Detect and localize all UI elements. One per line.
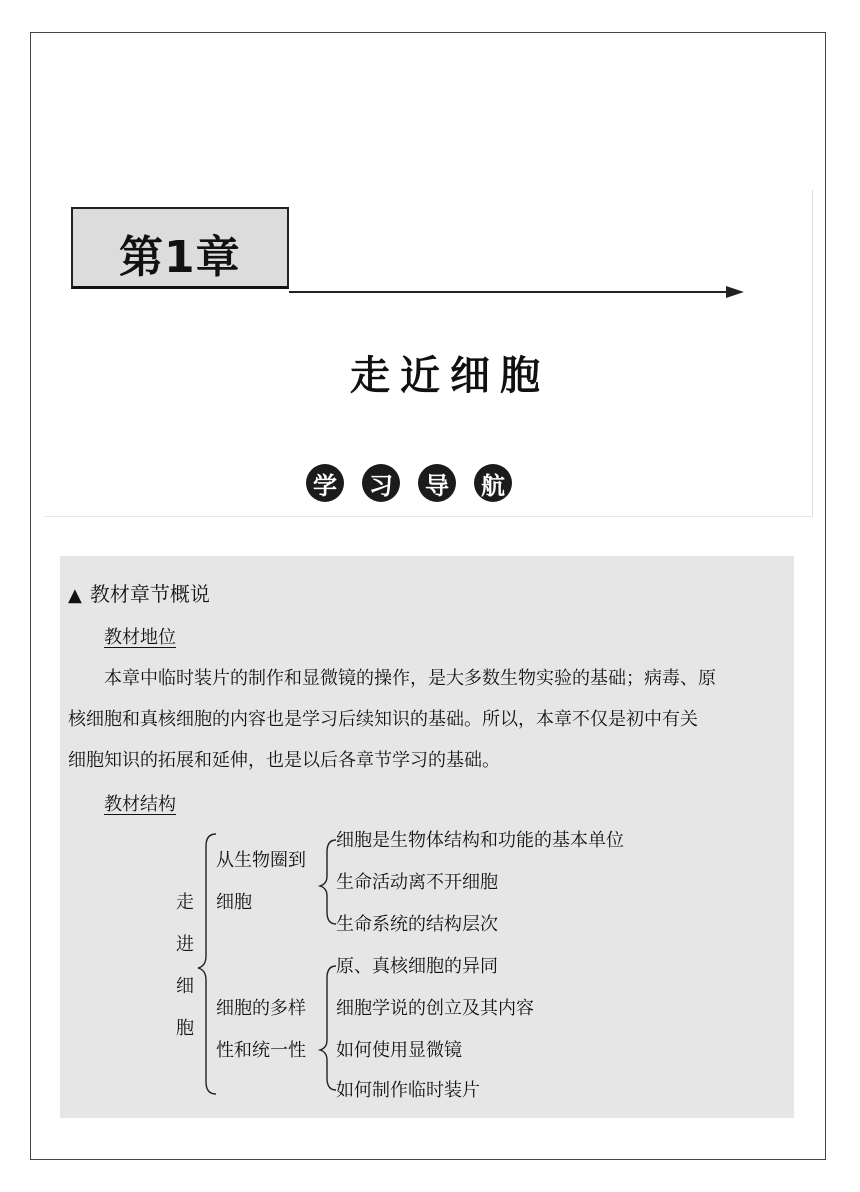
study-guide-badge: 习 bbox=[362, 464, 400, 502]
chapter-number: 第1章 bbox=[119, 232, 241, 283]
branch1-brace-icon bbox=[320, 840, 336, 924]
tree-leaf-item: 生命活动离不开细胞 bbox=[336, 872, 498, 893]
branch-label: 细胞 bbox=[216, 892, 252, 913]
study-guide-badge: 学 bbox=[306, 464, 344, 502]
paragraph-line: 本章中临时装片的制作和显微镜的操作，是大多数生物实验的基础；病毒、原 bbox=[104, 668, 716, 689]
tree-leaf-item: 原、真核细胞的异同 bbox=[336, 956, 498, 977]
tree-root-char: 胞 bbox=[176, 1018, 194, 1039]
tree-root-char: 走 bbox=[176, 892, 194, 913]
tree-root-char: 进 bbox=[176, 934, 194, 955]
tree-leaf-item: 如何制作临时装片 bbox=[336, 1080, 480, 1101]
chapter-title: 走近细胞 bbox=[350, 353, 550, 399]
branch-label: 从生物圈到 bbox=[216, 850, 306, 871]
paragraph-line: 核细胞和真核细胞的内容也是学习后续知识的基础。所以，本章不仅是初中有关 bbox=[68, 709, 698, 730]
structure-heading: 教材结构 bbox=[104, 794, 176, 815]
study-guide-badge: 航 bbox=[474, 464, 512, 502]
tree-leaf-item: 生命系统的结构层次 bbox=[336, 914, 498, 935]
study-guide-badge: 导 bbox=[418, 464, 456, 502]
tree-leaf-item: 细胞学说的创立及其内容 bbox=[336, 998, 534, 1019]
branch2-brace-icon bbox=[320, 966, 336, 1090]
position-heading: 教材地位 bbox=[104, 627, 176, 648]
tree-leaf-item: 如何使用显微镜 bbox=[336, 1040, 462, 1061]
section-heading-text: 教材章节概说 bbox=[89, 582, 210, 606]
branch-label: 细胞的多样 bbox=[216, 998, 306, 1019]
tree-leaf-item: 细胞是生物体结构和功能的基本单位 bbox=[336, 830, 624, 851]
paragraph-line: 细胞知识的拓展和延伸，也是以后各章节学习的基础。 bbox=[68, 750, 500, 771]
triangle-bullet-icon: ▲ bbox=[68, 585, 82, 606]
branch-label: 性和统一性 bbox=[216, 1040, 306, 1061]
root-brace-icon bbox=[198, 834, 216, 1094]
tree-root-char: 细 bbox=[176, 976, 194, 997]
